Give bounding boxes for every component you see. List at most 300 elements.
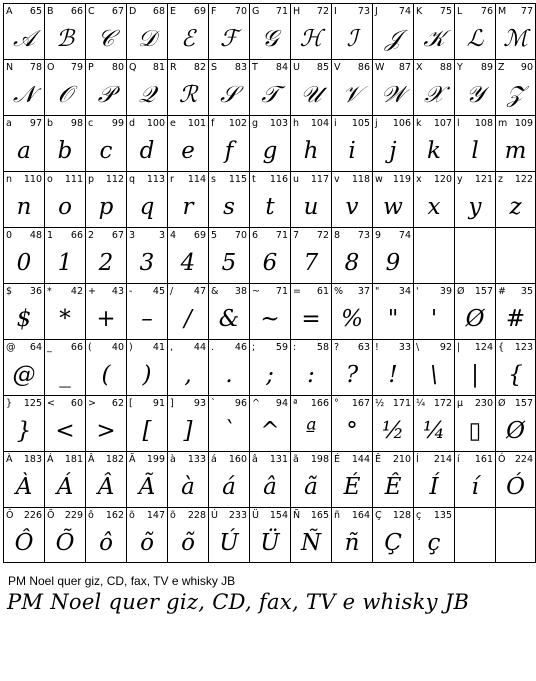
glyph-sample: á — [222, 474, 236, 500]
glyph-cell — [331, 171, 372, 227]
glyph-char-label: R — [170, 62, 177, 73]
glyph-code-label: 66 — [70, 230, 83, 241]
glyph-code-label: 93 — [193, 398, 206, 409]
grid-row — [3, 395, 533, 451]
glyph-code-label: 72 — [316, 6, 329, 17]
glyph-sample: ª — [305, 418, 317, 444]
glyph-cell — [208, 395, 249, 451]
glyph-char-label: õ — [129, 510, 135, 521]
glyph-cell — [167, 283, 208, 339]
glyph-cell — [454, 3, 495, 59]
glyph-sample: 4 — [180, 250, 196, 276]
glyph-char-label: y — [457, 174, 463, 185]
glyph-char-label: ª — [293, 398, 298, 409]
glyph-code-label: 3 — [158, 230, 165, 241]
glyph-cell — [167, 507, 208, 563]
glyph-sample: Ñ — [300, 530, 322, 556]
glyph-char-label: E — [170, 6, 177, 17]
glyph-char-label: ~ — [252, 286, 260, 297]
glyph-cell — [249, 115, 290, 171]
glyph-cell — [167, 115, 208, 171]
glyph-char-label: H — [293, 6, 301, 17]
glyph-sample: ` — [223, 418, 235, 444]
glyph-code-label: 43 — [111, 286, 124, 297]
grid-row — [3, 115, 533, 171]
glyph-code-label: 42 — [70, 286, 83, 297]
glyph-char-label: µ — [457, 398, 464, 409]
glyph-char-label: 6 — [252, 230, 259, 241]
glyph-sample: % — [341, 306, 363, 332]
glyph-code-label: 90 — [520, 62, 533, 73]
glyph-code-label: 70 — [234, 6, 247, 17]
glyph-cell — [3, 171, 44, 227]
glyph-code-label: 34 — [398, 286, 411, 297]
glyph-sample: 𝒪 — [57, 82, 73, 108]
glyph-code-label: 112 — [105, 174, 124, 185]
glyph-cell — [208, 507, 249, 563]
glyph-sample: 5 — [221, 250, 237, 276]
glyph-char-label: É — [334, 454, 341, 465]
glyph-code-label: 228 — [187, 510, 206, 521]
glyph-code-label: 119 — [392, 174, 411, 185]
glyph-char-label: s — [211, 174, 216, 185]
glyph-sample: ℐ — [346, 26, 358, 52]
glyph-char-label: L — [457, 6, 463, 17]
glyph-cell — [372, 283, 413, 339]
glyph-code-label: 46 — [234, 342, 247, 353]
glyph-sample: 𝒮 — [220, 82, 238, 108]
glyph-sample: . — [225, 362, 233, 388]
glyph-cell — [454, 451, 495, 507]
glyph-char-label: B — [47, 6, 54, 17]
glyph-code-label: 181 — [64, 454, 83, 465]
glyph-code-label: 118 — [351, 174, 370, 185]
glyph-char-label: Ô — [6, 510, 14, 521]
glyph-cell — [208, 59, 249, 115]
glyph-char-label: / — [170, 286, 174, 297]
glyph-char-label: Ø — [498, 398, 506, 409]
glyph-cell — [290, 507, 331, 563]
glyph-char-label: e — [170, 118, 176, 129]
glyph-sample: ! — [388, 362, 398, 388]
glyph-code-label: 79 — [70, 62, 83, 73]
glyph-code-label: 96 — [234, 398, 247, 409]
glyph-code-label: 60 — [70, 398, 83, 409]
glyph-cell — [454, 339, 495, 395]
glyph-char-label: o — [47, 174, 53, 185]
glyph-code-label: 154 — [269, 510, 288, 521]
glyph-char-label: & — [211, 286, 219, 297]
glyph-char-label: f — [211, 118, 215, 129]
glyph-char-label: } — [6, 398, 13, 409]
glyph-code-label: 91 — [152, 398, 165, 409]
glyph-cell — [495, 171, 536, 227]
glyph-cell — [3, 395, 44, 451]
glyph-sample: â — [263, 474, 277, 500]
glyph-cell — [249, 451, 290, 507]
glyph-char-label: p — [88, 174, 95, 185]
glyph-char-label: u — [293, 174, 300, 185]
glyph-cell — [454, 115, 495, 171]
glyph-char-label: i — [334, 118, 337, 129]
glyph-code-label: 182 — [105, 454, 124, 465]
glyph-sample: | — [471, 362, 479, 388]
glyph-code-label: 72 — [316, 230, 329, 241]
glyph-cell — [85, 227, 126, 283]
glyph-char-label: Q — [129, 62, 137, 73]
glyph-cell — [208, 115, 249, 171]
glyph-char-label: - — [129, 286, 133, 297]
glyph-char-label: h — [293, 118, 300, 129]
glyph-char-label: ¼ — [416, 398, 426, 409]
glyph-cell — [85, 171, 126, 227]
glyph-sample: f — [224, 138, 234, 164]
glyph-cell — [495, 339, 536, 395]
glyph-code-label: 210 — [392, 454, 411, 465]
glyph-cell — [372, 339, 413, 395]
glyph-cell — [85, 451, 126, 507]
glyph-sample: } — [16, 418, 32, 444]
glyph-char-label: Z — [498, 62, 505, 73]
glyph-cell — [208, 339, 249, 395]
glyph-sample: 𝒵 — [506, 82, 525, 108]
glyph-sample: 𝒫 — [97, 82, 115, 108]
glyph-cell — [290, 395, 331, 451]
glyph-char-label: ? — [334, 342, 340, 353]
glyph-cell — [126, 227, 167, 283]
glyph-cell — [85, 507, 126, 563]
glyph-cell — [454, 283, 495, 339]
glyph-char-label: ] — [170, 398, 174, 409]
glyph-cell — [208, 283, 249, 339]
glyph-code-label: 103 — [269, 118, 288, 129]
glyph-char-label: ñ — [334, 510, 341, 521]
glyph-char-label: t — [252, 174, 256, 185]
glyph-code-label: 106 — [392, 118, 411, 129]
glyph-char-label: z — [498, 174, 503, 185]
glyph-cell — [331, 395, 372, 451]
glyph-cell — [290, 171, 331, 227]
glyph-char-label: @ — [6, 342, 16, 353]
glyph-cell — [44, 395, 85, 451]
glyph-cell — [413, 339, 454, 395]
glyph-sample: Ü — [260, 530, 280, 556]
glyph-char-label: Y — [457, 62, 463, 73]
glyph-sample: É — [343, 474, 361, 500]
glyph-sample: õ — [140, 530, 154, 556]
glyph-code-label: 161 — [474, 454, 493, 465]
glyph-code-label: 66 — [70, 342, 83, 353]
glyph-sample: 𝒩 — [12, 82, 36, 108]
glyph-cell — [249, 171, 290, 227]
glyph-cell — [167, 59, 208, 115]
glyph-cell — [454, 507, 495, 563]
glyph-sample: x — [427, 194, 441, 220]
glyph-cell — [85, 115, 126, 171]
glyph-code-label: 80 — [111, 62, 124, 73]
glyph-sample: 𝒜 — [13, 26, 35, 52]
glyph-char-label: ) — [129, 342, 133, 353]
glyph-code-label: 68 — [152, 6, 165, 17]
glyph-code-label: 82 — [193, 62, 206, 73]
glyph-sample: Ø — [465, 306, 485, 332]
glyph-char-label: 7 — [293, 230, 300, 241]
glyph-cell — [372, 395, 413, 451]
glyph-code-label: 81 — [152, 62, 165, 73]
glyph-char-label: X — [416, 62, 423, 73]
glyph-cell — [454, 171, 495, 227]
glyph-cell — [208, 451, 249, 507]
glyph-cell — [372, 227, 413, 283]
glyph-cell — [126, 59, 167, 115]
glyph-code-label: 113 — [146, 174, 165, 185]
glyph-code-label: 67 — [111, 6, 124, 17]
glyph-code-label: 147 — [146, 510, 165, 521]
glyph-char-label: 5 — [211, 230, 218, 241]
glyph-char-label: = — [293, 286, 301, 297]
glyph-code-label: 64 — [29, 342, 42, 353]
glyph-sample: Ú — [219, 530, 239, 556]
glyph-code-label: 94 — [275, 398, 288, 409]
glyph-code-label: 71 — [275, 286, 288, 297]
glyph-code-label: 157 — [514, 398, 533, 409]
glyph-code-label: 77 — [520, 6, 533, 17]
glyph-char-label: c — [88, 118, 94, 129]
glyph-sample: _ — [59, 362, 71, 388]
glyph-sample: m — [504, 138, 527, 164]
glyph-char-label: n — [6, 174, 13, 185]
glyph-char-label: J — [375, 6, 378, 17]
glyph-cell — [413, 227, 454, 283]
glyph-sample: 𝒴 — [465, 82, 485, 108]
glyph-sample: õ — [181, 530, 195, 556]
glyph-cell — [249, 227, 290, 283]
glyph-sample: 3 — [139, 250, 155, 276]
glyph-cell — [208, 3, 249, 59]
glyph-cell — [167, 171, 208, 227]
glyph-code-label: 40 — [111, 342, 124, 353]
glyph-cell — [208, 227, 249, 283]
glyph-code-label: 108 — [474, 118, 493, 129]
glyph-sample: $ — [16, 306, 32, 332]
glyph-char-label: \ — [416, 342, 420, 353]
glyph-cell — [290, 59, 331, 115]
glyph-char-label: N — [6, 62, 14, 73]
glyph-cell — [208, 171, 249, 227]
glyph-code-label: 172 — [433, 398, 452, 409]
glyph-sample: ℒ — [466, 26, 484, 52]
glyph-cell — [44, 59, 85, 115]
glyph-char-label: k — [416, 118, 422, 129]
glyph-char-label: ã — [293, 454, 299, 465]
glyph-char-label: Á — [47, 454, 54, 465]
glyph-code-label: 111 — [64, 174, 83, 185]
glyph-sample: 𝒟 — [137, 26, 157, 52]
glyph-cell — [331, 115, 372, 171]
glyph-char-label: I — [334, 6, 337, 17]
glyph-char-label: à — [170, 454, 176, 465]
glyph-code-label: 45 — [152, 286, 165, 297]
glyph-cell — [44, 115, 85, 171]
glyph-sample: y — [468, 194, 482, 220]
glyph-cell — [290, 339, 331, 395]
glyph-sample: ℬ — [55, 26, 75, 52]
glyph-char-label: < — [47, 398, 55, 409]
glyph-code-label: 73 — [357, 6, 370, 17]
glyph-code-label: 48 — [29, 230, 42, 241]
glyph-cell — [495, 283, 536, 339]
glyph-code-label: 33 — [398, 342, 411, 353]
glyph-sample: ℋ — [299, 26, 323, 52]
glyph-sample — [496, 526, 535, 560]
glyph-code-label: 115 — [228, 174, 247, 185]
glyph-cell — [249, 339, 290, 395]
glyph-cell — [331, 283, 372, 339]
glyph-char-label: â — [252, 454, 258, 465]
glyph-char-label: % — [334, 286, 344, 297]
glyph-char-label: F — [211, 6, 217, 17]
glyph-cell — [495, 3, 536, 59]
glyph-sample: ℛ — [178, 82, 198, 108]
glyph-sample — [414, 246, 454, 280]
glyph-code-label: 229 — [64, 510, 83, 521]
glyph-code-label: 74 — [398, 6, 411, 17]
glyph-char-label: Õ — [47, 510, 55, 521]
glyph-sample: [ — [142, 418, 152, 444]
glyph-cell — [290, 283, 331, 339]
grid-row — [3, 339, 533, 395]
glyph-code-label: 35 — [520, 286, 533, 297]
glyph-sample: Ê — [384, 474, 402, 500]
glyph-sample: 𝒦 — [423, 26, 445, 52]
glyph-cell — [3, 451, 44, 507]
grid-row — [3, 227, 495, 283]
glyph-code-label: 128 — [392, 510, 411, 521]
glyph-sample — [496, 246, 535, 280]
glyph-code-label: 69 — [193, 6, 206, 17]
glyph-cell — [372, 507, 413, 563]
glyph-cell — [85, 395, 126, 451]
glyph-sample: 8 — [344, 250, 360, 276]
glyph-cell — [290, 3, 331, 59]
glyph-char-label: [ — [129, 398, 133, 409]
glyph-sample: * — [59, 306, 71, 332]
glyph-code-label: 122 — [514, 174, 533, 185]
glyph-code-label: 230 — [474, 398, 493, 409]
glyph-code-label: 85 — [316, 62, 329, 73]
glyph-sample: c — [99, 138, 113, 164]
glyph-char-label: Ú — [211, 510, 218, 521]
glyph-sample: 𝒲 — [380, 82, 406, 108]
glyph-cell — [331, 339, 372, 395]
glyph-sample: : — [307, 362, 315, 388]
glyph-code-label: 44 — [193, 342, 206, 353]
glyph-sample: t — [265, 194, 275, 220]
glyph-cell — [167, 3, 208, 59]
glyph-sample: > — [96, 418, 116, 444]
glyph-code-label: 36 — [29, 286, 42, 297]
glyph-sample: h — [303, 138, 319, 164]
glyph-cell — [413, 115, 454, 171]
glyph-code-label: 109 — [514, 118, 533, 129]
glyph-sample: i — [348, 138, 356, 164]
glyph-code-label: 70 — [234, 230, 247, 241]
glyph-code-label: 107 — [433, 118, 452, 129]
glyph-cell — [126, 171, 167, 227]
glyph-char-label: ^ — [252, 398, 260, 409]
glyph-cell — [3, 3, 44, 59]
glyph-code-label: 164 — [351, 510, 370, 521]
glyph-sample: s — [223, 194, 235, 220]
grid-row — [3, 283, 533, 339]
glyph-char-label: x — [416, 174, 422, 185]
glyph-char-label: r — [170, 174, 174, 185]
glyph-sample: 𝒞 — [97, 26, 115, 52]
glyph-code-label: 59 — [275, 342, 288, 353]
glyph-sample: – — [141, 306, 153, 332]
glyph-char-label: Í — [416, 454, 419, 465]
glyph-sample: v — [345, 194, 359, 220]
glyph-char-label: K — [416, 6, 423, 17]
glyph-code-label: 102 — [228, 118, 247, 129]
glyph-cell — [372, 115, 413, 171]
glyph-char-label: õ — [170, 510, 176, 521]
glyph-cell — [290, 227, 331, 283]
glyph-char-label: $ — [6, 286, 13, 297]
glyph-sample: 1 — [57, 250, 73, 276]
glyph-sample: 𝒳 — [424, 82, 444, 108]
glyph-sample: à — [181, 474, 195, 500]
glyph-cell — [44, 339, 85, 395]
glyph-code-label: 78 — [29, 62, 42, 73]
glyph-cell — [249, 59, 290, 115]
glyph-sample: Â — [97, 474, 115, 500]
glyph-code-label: 117 — [310, 174, 329, 185]
glyph-code-label: 157 — [474, 286, 493, 297]
character-grid — [3, 3, 533, 564]
glyph-cell — [495, 507, 536, 563]
glyph-char-label: _ — [47, 342, 52, 353]
glyph-cell — [3, 339, 44, 395]
glyph-cell — [126, 283, 167, 339]
glyph-cell — [3, 59, 44, 115]
glyph-cell — [3, 507, 44, 563]
glyph-sample: j — [389, 138, 397, 164]
glyph-sample: ~ — [260, 306, 280, 332]
glyph-code-label: 114 — [187, 174, 206, 185]
glyph-cell — [44, 171, 85, 227]
glyph-sample: ▯ — [468, 418, 482, 444]
glyph-char-label: # — [498, 286, 506, 297]
glyph-code-label: 73 — [357, 230, 370, 241]
glyph-cell — [44, 283, 85, 339]
glyph-cell — [331, 3, 372, 59]
glyph-sample: + — [96, 306, 116, 332]
glyph-code-label: 63 — [357, 342, 370, 353]
glyph-char-label: m — [498, 118, 508, 129]
glyph-sample: Á — [56, 474, 74, 500]
glyph-code-label: 87 — [398, 62, 411, 73]
glyph-sample: w — [383, 194, 403, 220]
glyph-char-label: G — [252, 6, 260, 17]
glyph-char-label: ( — [88, 342, 92, 353]
glyph-code-label: 58 — [316, 342, 329, 353]
glyph-char-label: Ü — [252, 510, 259, 521]
glyph-char-label: D — [129, 6, 137, 17]
grid-row — [3, 507, 495, 563]
glyph-char-label: d — [129, 118, 136, 129]
glyph-char-label: W — [375, 62, 385, 73]
